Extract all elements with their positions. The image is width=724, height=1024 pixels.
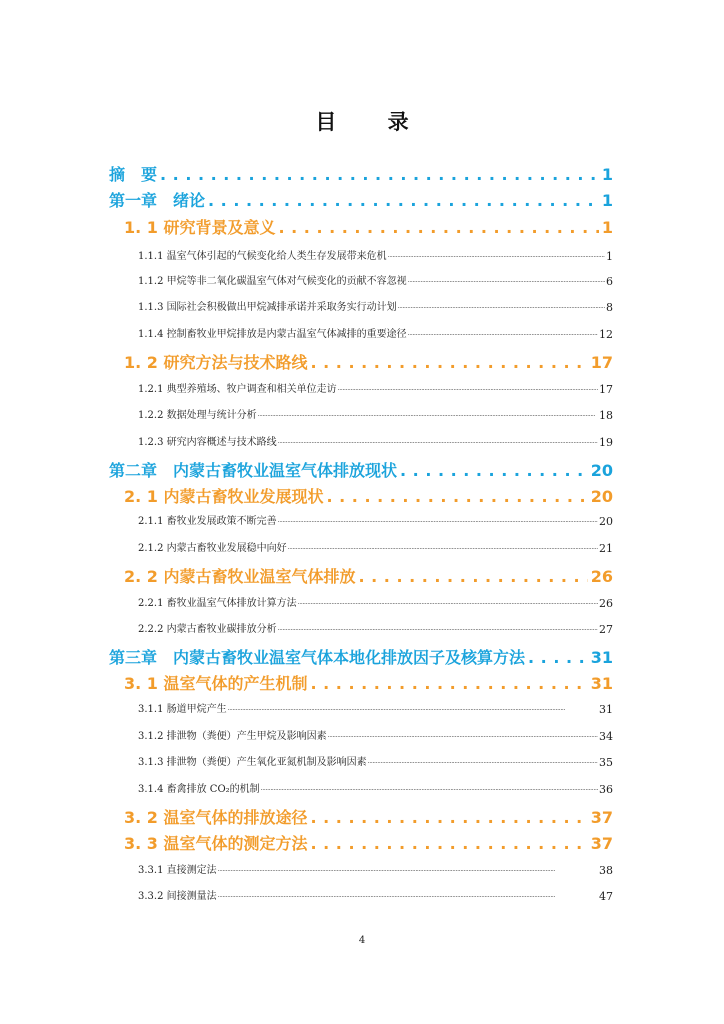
- toc-chapter-entry[interactable]: [109, 162, 613, 186]
- toc-entry-title: 第一章 绪论: [109, 191, 206, 210]
- toc-subsection-entry[interactable]: [138, 888, 613, 904]
- toc-entry-title: 3.1.4 畜禽排放 CO₂的机制: [138, 784, 260, 795]
- toc-entry-page: 27: [599, 623, 613, 636]
- toc-subsection-entry[interactable]: [138, 701, 613, 717]
- toc-entry-page: 8: [606, 301, 613, 314]
- toc-dot-leader: [218, 892, 598, 904]
- toc-entry-page: 17: [590, 353, 613, 372]
- toc-entry-page: 1: [601, 191, 613, 210]
- toc-subsection-entry[interactable]: [138, 513, 613, 529]
- toc-section-entry[interactable]: [124, 484, 613, 508]
- toc-entry-title: 3.1.2 排泄物（粪便）产生甲烷及影响因素: [138, 731, 327, 742]
- toc-section-entry[interactable]: [124, 564, 613, 588]
- toc-subsection-entry[interactable]: [138, 540, 613, 556]
- toc-chapter-entry[interactable]: [109, 458, 613, 482]
- toc-entry-title: 1.1.3 国际社会积极做出甲烷减排承诺并采取务实行动计划: [138, 302, 397, 313]
- toc-entry-page: 17: [599, 383, 613, 396]
- toc-entry-title: 1. 2 研究方法与技术路线: [124, 353, 308, 372]
- toc-dot-leader: [388, 252, 605, 264]
- toc-dot-leader: [408, 277, 605, 289]
- toc-section-entry[interactable]: [124, 671, 613, 695]
- toc-entry-title: 3.1.1 肠道甲烷产生: [138, 704, 227, 715]
- toc-subsection-entry[interactable]: [138, 434, 613, 450]
- toc-section-entry[interactable]: [124, 350, 613, 374]
- toc-dot-leader: [368, 758, 598, 770]
- toc-entry-title: 2. 1 内蒙古畜牧业发展现状: [124, 487, 324, 506]
- toc-entry-page: 47: [599, 890, 613, 903]
- toc-entry-title: 1.1.2 甲烷等非二氧化碳温室气体对气候变化的贡献不容忽视: [138, 276, 407, 287]
- toc-entry-page: 1: [601, 218, 613, 237]
- toc-dot-leader: [400, 462, 588, 482]
- toc-subsection-entry[interactable]: [138, 299, 613, 315]
- toc-subsection-entry[interactable]: [138, 407, 613, 423]
- toc-entry-page: 1: [606, 250, 613, 263]
- toc-entry-title: 1.2.3 研究内容概述与技术路线: [138, 437, 277, 448]
- toc-dot-leader: [261, 785, 598, 797]
- toc-entry-page: 26: [590, 567, 613, 586]
- toc-dot-leader: [338, 385, 598, 397]
- toc-dot-leader: [208, 192, 599, 212]
- toc-subsection-entry[interactable]: [138, 754, 613, 770]
- toc-subsection-entry[interactable]: [138, 595, 613, 611]
- toc-chapter-entry[interactable]: [109, 188, 613, 212]
- toc-entry-title: 1.1.4 控制畜牧业甲烷排放是内蒙古温室气体减排的重要途径: [138, 329, 407, 340]
- toc-entry-page: 20: [590, 461, 613, 480]
- toc-dot-leader: [278, 625, 598, 637]
- toc-chapter-entry[interactable]: [109, 645, 613, 669]
- toc-entry-title: 1.2.1 典型养殖场、牧户调查和相关单位走访: [138, 384, 337, 395]
- toc-entry-title: 第二章 内蒙古畜牧业温室气体排放现状: [109, 461, 398, 480]
- toc-dot-leader: [311, 354, 588, 374]
- toc-entry-page: 18: [599, 409, 613, 422]
- toc-entry-page: 21: [599, 542, 613, 555]
- toc-entry-page: 20: [590, 487, 613, 506]
- toc-dot-leader: [258, 411, 598, 423]
- toc-entry-page: 38: [599, 864, 613, 877]
- toc-entry-title: 2. 2 内蒙古畜牧业温室气体排放: [124, 567, 356, 586]
- toc-subsection-entry[interactable]: [138, 621, 613, 637]
- toc-subsection-entry[interactable]: [138, 781, 613, 797]
- page-number: 4: [358, 935, 366, 946]
- toc-subsection-entry[interactable]: [138, 381, 613, 397]
- toc-entry-page: 37: [590, 808, 613, 827]
- toc-entry-page: 1: [601, 165, 613, 184]
- toc-subsection-entry[interactable]: [138, 728, 613, 744]
- toc-entry-title: 3. 1 温室气体的产生机制: [124, 674, 308, 693]
- toc-dot-leader: [398, 303, 605, 315]
- toc-entry-page: 36: [599, 783, 613, 796]
- toc-entry-title: 2.2.2 内蒙古畜牧业碳排放分析: [138, 624, 277, 635]
- page-title: 目 录: [315, 110, 431, 134]
- toc-entry-title: 2.2.1 畜牧业温室气体排放计算方法: [138, 598, 297, 609]
- toc-entry-title: 3.1.3 排泄物（粪便）产生氧化亚氮机制及影响因素: [138, 757, 367, 768]
- toc-subsection-entry[interactable]: [138, 862, 613, 878]
- toc-entry-page: 31: [590, 648, 613, 667]
- toc-entry-title: 第三章 内蒙古畜牧业温室气体本地化排放因子及核算方法: [109, 648, 526, 667]
- toc-section-entry[interactable]: [124, 805, 613, 829]
- toc-dot-leader: [278, 438, 598, 450]
- toc-dot-leader: [278, 517, 598, 529]
- toc-entry-title: 1.1.1 温室气体引起的气候变化给人类生存发展带来危机: [138, 251, 387, 262]
- toc-entry-page: 19: [599, 436, 613, 449]
- toc-dot-leader: [328, 732, 598, 744]
- toc-subsection-entry[interactable]: [138, 326, 613, 342]
- toc-entry-page: 12: [599, 328, 613, 341]
- toc-section-entry[interactable]: [124, 831, 613, 855]
- toc-dot-leader: [528, 649, 588, 669]
- toc-entry-title: 3.3.2 间接测量法: [138, 891, 217, 902]
- toc-entry-title: 3. 3 温室气体的测定方法: [124, 834, 308, 853]
- toc-dot-leader: [160, 166, 599, 186]
- toc-section-entry[interactable]: [124, 215, 613, 239]
- toc-entry-page: 31: [599, 703, 613, 716]
- toc-dot-leader: [359, 568, 588, 588]
- toc-dot-leader: [218, 866, 598, 878]
- toc-dot-leader: [228, 705, 598, 717]
- toc-entry-title: 2.1.1 畜牧业发展政策不断完善: [138, 516, 277, 527]
- toc-dot-leader: [327, 488, 588, 508]
- toc-entry-title: 3.3.1 直接测定法: [138, 865, 217, 876]
- toc-entry-page: 35: [599, 756, 613, 769]
- toc-subsection-entry[interactable]: [138, 248, 613, 264]
- toc-dot-leader: [288, 544, 598, 556]
- toc-entry-title: 3. 2 温室气体的排放途径: [124, 808, 308, 827]
- toc-entry-page: 20: [599, 515, 613, 528]
- toc-entry-title: 1.2.2 数据处理与统计分析: [138, 410, 257, 421]
- toc-entry-page: 31: [590, 674, 613, 693]
- toc-entry-title: 摘 要: [109, 165, 158, 184]
- toc-entry-page: 26: [599, 597, 613, 610]
- toc-dot-leader: [279, 219, 599, 239]
- toc-entry-page: 6: [606, 275, 613, 288]
- toc-dot-leader: [311, 835, 588, 855]
- toc-entry-title: 1. 1 研究背景及意义: [124, 218, 276, 237]
- toc-dot-leader: [298, 599, 598, 611]
- toc-dot-leader: [311, 675, 588, 695]
- toc-entry-page: 37: [590, 834, 613, 853]
- toc-subsection-entry[interactable]: [138, 273, 613, 289]
- toc-entry-title: 2.1.2 内蒙古畜牧业发展稳中向好: [138, 543, 287, 554]
- toc-dot-leader: [311, 809, 588, 829]
- toc-entry-page: 34: [599, 730, 613, 743]
- toc-dot-leader: [408, 330, 598, 342]
